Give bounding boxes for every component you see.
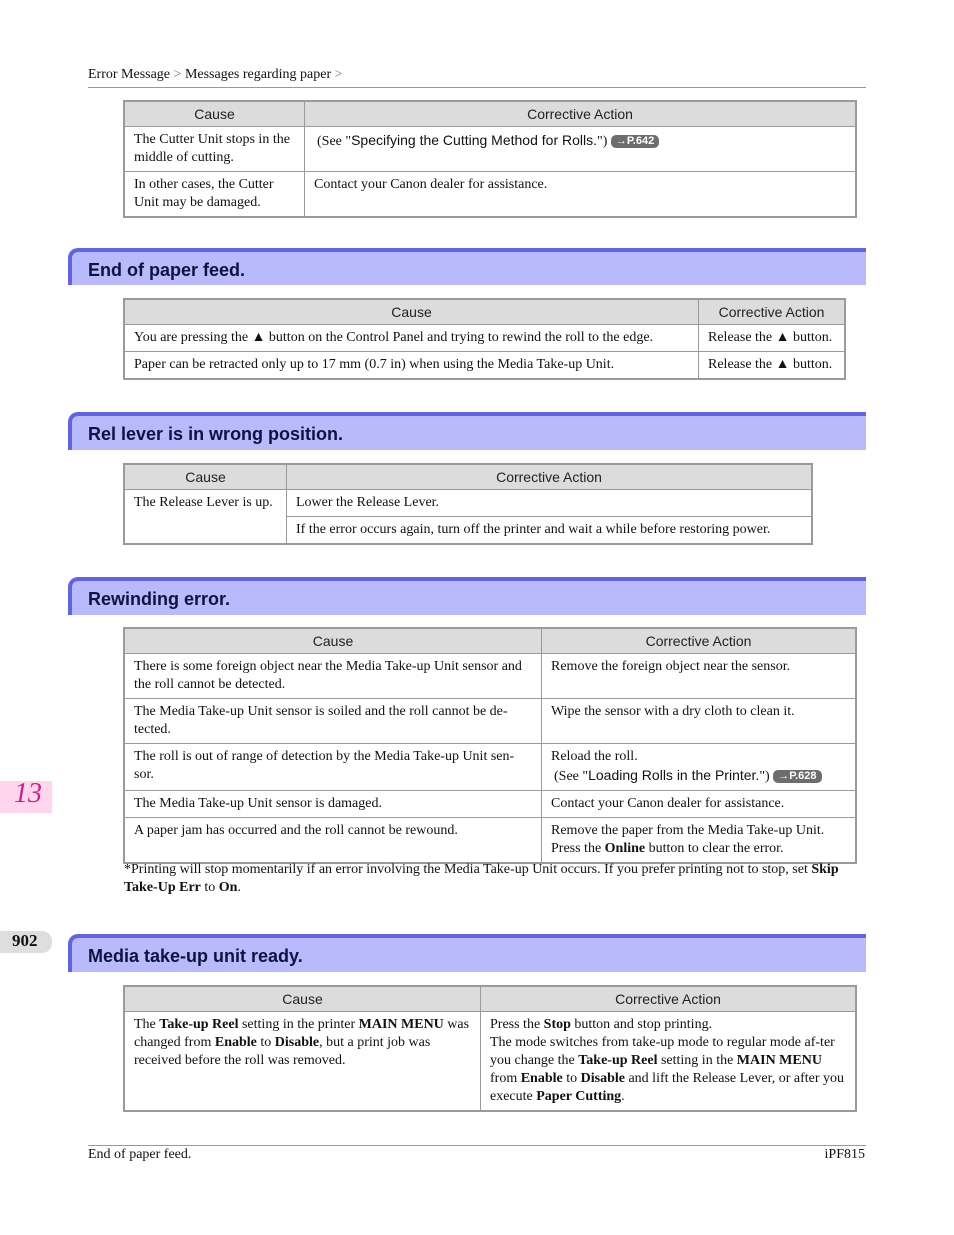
page-ref-badge[interactable]: →P.628 [773, 770, 821, 783]
setting-value: On [218, 880, 238, 895]
chapter-tab[interactable] [0, 778, 52, 813]
section-title: End of paper feed. [88, 260, 246, 280]
column-header: Corrective Action [481, 986, 857, 1012]
footnote: *Printing will stop momentarily if an error involving the Media Take-up Unit occurs. If you prefer printing not to stop, set Skip Take-Up Err to On. [124, 862, 839, 895]
action-cell: Wipe the sensor with a dry cloth to clean it. [542, 699, 857, 744]
see-prefix: (See " [554, 769, 589, 784]
breadcrumb-separator: > [334, 67, 343, 82]
cause-cell: You are pressing the ▲ button on the Control Panel and trying to rewind the roll to the edge. [124, 325, 699, 352]
table-row [124, 699, 856, 744]
cutter-table [123, 100, 857, 218]
cause-cell: The Release Lever is up. [124, 490, 287, 545]
table-row [124, 127, 856, 172]
action-line: Press the Online button to clear the error. [551, 841, 784, 856]
take-up-ready-table [123, 985, 857, 1112]
page-ref-badge[interactable]: →P.642 [611, 135, 659, 148]
action-line: Reload the roll. [551, 749, 638, 764]
cause-cell: The roll is out of range of detection by the Media Take-up Unit sen-sor. [124, 744, 542, 791]
table-row [124, 325, 845, 352]
page-number-tab [0, 931, 52, 953]
table-row [124, 1012, 856, 1112]
action-cell [542, 818, 857, 864]
breadcrumb-item[interactable]: Error Message [88, 67, 171, 82]
column-header: Corrective Action [305, 101, 857, 127]
column-header: Corrective Action [542, 628, 857, 654]
column-header: Cause [124, 986, 481, 1012]
action-line [551, 766, 846, 786]
footer-rule [88, 1145, 866, 1146]
action-cell: Release the ▲ button. [699, 352, 846, 380]
section-title: Media take-up unit ready. [88, 946, 303, 966]
section-header [68, 248, 866, 285]
section-title: Rewinding error. [88, 589, 231, 609]
column-header: Cause [124, 628, 542, 654]
column-header: Cause [124, 464, 287, 490]
action-cell: Contact your Canon dealer for assistance. [542, 791, 857, 818]
action-cell: If the error occurs again, turn off the printer and wait a while before restoring power. [287, 517, 813, 545]
column-header: Cause [124, 101, 305, 127]
breadcrumb-separator: > [173, 67, 182, 82]
cause-cell: The Cutter Unit stops in the middle of cutting. [124, 127, 305, 172]
column-header: Corrective Action [699, 299, 846, 325]
table-row [124, 172, 856, 218]
action-cell [305, 127, 857, 172]
action-line: Remove the paper from the Media Take-up Unit. [551, 823, 825, 838]
table-row [124, 818, 856, 864]
footer-section-title: End of paper feed. [88, 1147, 192, 1162]
end-of-feed-table [123, 298, 846, 380]
section-header [68, 577, 866, 615]
table-row [124, 352, 845, 380]
table-row [124, 490, 812, 517]
see-suffix: ") [597, 134, 608, 149]
action-cell: Lower the Release Lever. [287, 490, 813, 517]
section-title: Rel lever is in wrong position. [88, 424, 344, 444]
setting-name: Skip Take-Up Err [124, 862, 839, 895]
action-cell: Release the ▲ button. [699, 325, 846, 352]
header-rule [88, 87, 866, 88]
see-prefix: (See " [317, 134, 352, 149]
online-button-label: Online [604, 841, 646, 856]
breadcrumb-item[interactable]: Messages regarding paper [184, 67, 332, 82]
footer-model-name: iPF815 [824, 1147, 865, 1162]
release-lever-table [123, 463, 813, 545]
table-row [124, 654, 856, 699]
cause-cell: The Take-up Reel setting in the printer MAIN MENU was changed from Enable to Disable, but a print job was received before the roll was removed. [124, 1012, 481, 1112]
chapter-number: 13 [14, 778, 42, 809]
rewinding-error-table [123, 627, 857, 864]
page-number: 902 [12, 931, 38, 950]
cause-cell: A paper jam has occurred and the roll cannot be rewound. [124, 818, 542, 864]
cause-cell: There is some foreign object near the Media Take-up Unit sensor and the roll cannot be detected. [124, 654, 542, 699]
loading-rolls-link[interactable]: Loading Rolls in the Printer. [588, 767, 760, 783]
column-header: Corrective Action [287, 464, 813, 490]
breadcrumb [88, 67, 343, 83]
action-cell: Contact your Canon dealer for assistance. [305, 172, 857, 218]
action-cell [542, 744, 857, 791]
see-suffix: ") [759, 769, 770, 784]
cause-cell: Paper can be retracted only up to 17 mm (0.7 in) when using the Media Take-up Unit. [124, 352, 699, 380]
cause-cell: In other cases, the Cutter Unit may be damaged. [124, 172, 305, 218]
action-cell: Press the Stop button and stop printing. The mode switches from take-up mode to regular mode af-ter you change the Take-up Reel setting in the MAIN MENU from Enable to Disable and lift the Release Lever, or after you execute Paper Cutting. [481, 1012, 857, 1112]
cause-cell: The Media Take-up Unit sensor is soiled and the roll cannot be de-tected. [124, 699, 542, 744]
action-cell: Remove the foreign object near the sensor. [542, 654, 857, 699]
column-header: Cause [124, 299, 699, 325]
section-header [68, 934, 866, 972]
table-row [124, 791, 856, 818]
table-row [124, 744, 856, 791]
section-header [68, 412, 866, 450]
cutting-method-link[interactable]: Specifying the Cutting Method for Rolls. [351, 132, 597, 148]
cause-cell: The Media Take-up Unit sensor is damaged. [124, 791, 542, 818]
